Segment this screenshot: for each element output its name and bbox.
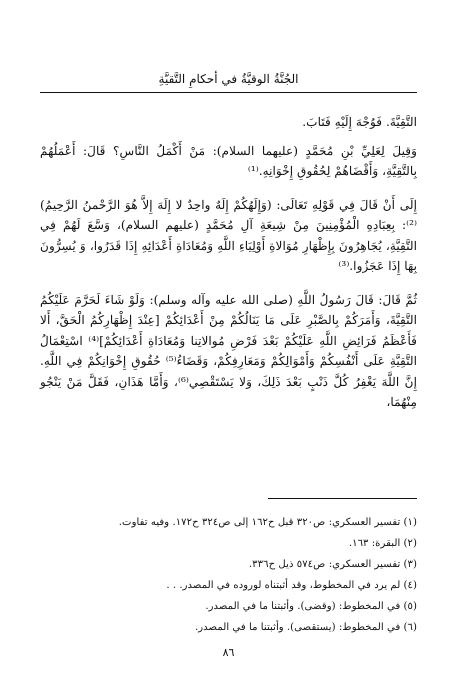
footnote-2: (٢) البقرة: ١٦٣. [348,538,417,549]
main-text-block [40,112,417,426]
footnote-6: (٦) في المخطوط: (يستقصى). وأثبتنا ما في المصدر. [194,622,417,633]
paragraph-1: التَّقِيَّةَ. فَوُجْهَ إِلَيْهِ فَتَابَ. [302,115,417,129]
footnote-1: (١) تفسير العسكري: ص٣٢٠ قبل ح١٦٢ إلى ص٣٢٤ ح١٧٢. وفيه تفاوت. [118,517,417,528]
running-header-title: الجُنَّةُ الوقيَّةُ في أحكامِ التَّقيَّةِ [158,72,299,86]
footnote-divider [268,498,417,499]
page-number: ٨٦ [222,646,235,659]
footnote-5: (٥) في المخطوط: (وقضى). وأثبتنا ما في المصدر. [205,601,417,612]
paragraph-3: إِلَى أَنْ قَالَ فِي قَوْلِهِ تَعَالَى: (وَإِلَهُكُمْ إِلَهٌ واحِدٌ لا إِلَهَ إِلاَّ هُوَ الرَّحْمنُ الرَّحِيمُ)⁽²⁾: بِعِبَادِهِ الْمُؤْمِنِينَ مِنْ شِيعَةِ آلِ مُحَمَّدٍ (عليهم السلام)، وَسَّعَ لَهُمْ فِي التَّقِيَّةِ، يُجَاهِرُونَ بِإِظْهَارِ مُوَالاةِ أَوْلِيَاءِ اللَّهِ وَمُعَادَاةِ أَعْدَائِهِ إِذَا قَدَرُوا، وَ يُسِرُّونَ بِهَا إِذَا عَجَزُوا.⁽³⁾ [40,197,417,273]
footnote-3: (٣) تفسير العسكري: ص٥٧٤ ذيل ح٣٣٦. [248,559,417,570]
paragraph-4: ثُمَّ قَالَ: قَالَ رَسُولُ اللَّهِ (صلى الله عليه وآله وسلم): وَلَوْ شَاءَ لَحَرَّمَ عَلَيْكُمُ التَّقِيَّةَ، وَأَمَرَكُمْ بِالصَّبْرِ عَلَى مَا يَنَالُكُمْ مِنْ أَعْدَائِكُمْ [عِنْدَ إِظْهَارِكُمُ الْحَقَّ، أَلا فَأَعْظَمُ فَرَائِضِ اللَّهِ عَلَيْكُمْ بَعْدَ فَرْضِ مُوالاتِنا وَمُعَادَاةِ أَعْدَائِكُمْ]⁽⁴⁾ اسْتِعْمَالُ التَّقِيَّةِ عَلَى أَنْفُسِكُمْ وَأَمْوَالِكُمْ وَمَعَارِفِكُمْ، وَقَضَاءُ⁽⁵⁾ حُقُوقِ إِخْوَانِكُمْ فِي اللَّهِ. إِنَّ اللَّهَ يَغْفِرُ كُلَّ ذَنْبٍ بَعْدَ ذَلِكَ، وَلا يَسْتَقْصِي⁽⁶⁾، وَأَمَّا هَذَانِ، فَقَلَّ مَنْ يَنْجُو مِنْهُمَا، [40,292,417,409]
footnote-4: (٤) لم يرد في المخطوط، وقد أثبتناه لوروده في المصدر. . . [166,580,417,591]
footnotes-block [40,512,417,638]
header-divider [40,92,417,93]
paragraph-2: وَقِيلَ لِعَلِيِّ بْنِ مُحَمَّدٍ (عليهما السلام): مَنْ أَكْمَلُ النَّاسِ؟ قَالَ: أَعْمَلُهُمْ بِالتَّقِيَّةِ، وَأَقْضَاهُمْ لِحُقُوقِ إِخْوَانِهِ.⁽¹⁾ [40,143,417,178]
